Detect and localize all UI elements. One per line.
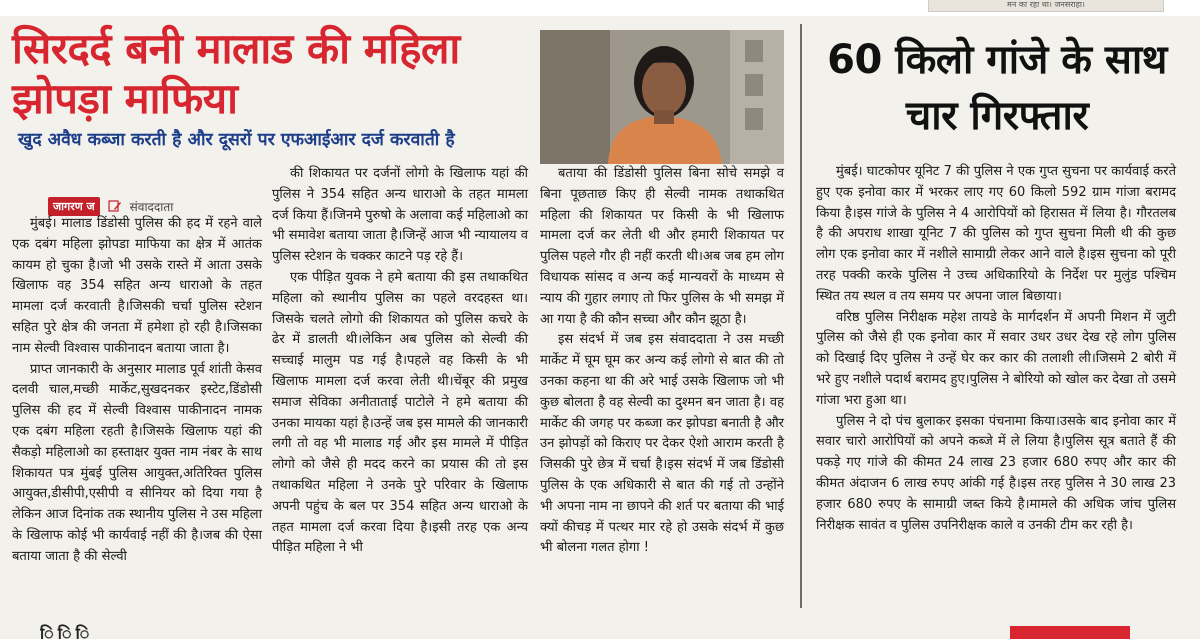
paragraph: बताया की डिंडोसी पुलिस बिना सोचे समझे व बिना पूछताछ किए ही सेल्वी नामक तथाकथित महिला की शिकायत पर किसी के भी खिलाफ मामला दर्ज कर लेती थी और हमारी शिकायत पर पुलिस पहले गौर ही नहीं करती थी।अब जब हम लोग विधायक सांसद व अन्य कई मान्यवरों के माध्यम से न्याय की गुहार लगाए तो फिर पुलिस के भी समझ में आ गया है की कौन सच्चा और कौन झूठा है। bbox=[540, 166, 784, 327]
headline-slum-mafia: सिरदर्द बनी मालाड की महिला झोपड़ा माफिया bbox=[12, 24, 460, 123]
paragraph: पुलिस ने दो पंच बुलाकर इसका पंचनामा किया।उसके बाद इनोवा कार में सवार चारो आरोपियों को अपने कब्जे में ले लिया है।पुलिस सूत्र बताते हैं की पकड़े गए गांजे की कीमत 24 लाख 23 हजार 680 रुपए और कार की कीमत अंदाजन 6 लाख रुपए आंकी गई है।इस तरह पुलिस ने 30 लाख 23 हजार 680 रुपए के सामाग्री जब्त किये है।मामले की अधिक जांच पुलिस निरीक्षक सावंत व पुलिस उपनिरीक्षक काले व उनकी टीम कर रही है। bbox=[816, 413, 1176, 533]
paragraph: एक पीड़ित युवक ने हमे बताया की इस तथाकथित महिला को स्थानीय पुलिस का पहले वरदहस्त था।जिसके चलते लोगो की शिकायत को पुलिस कचरे के ढेर में डालती थी।लेकिन अब पुलिस को सेल्वी की सच्चाई मालुम पड गई है।पहले वह किसी के भी खिलाफ मामला दर्ज करवा लेती थी।चेंबूर की प्रमुख समाज सेविका अनीताताई पाटोले ने हमे बताया की उनका मायका यहां है।उन्हें जब इस मामले की जानकारी लगी तो वह भी मालाड गई और इस मामले में पीड़ित लोगो को जैसे ही मदद करने का प्रयास की तो इस तथाकथित महिला ने उनके पुरे परिवार के खिलाफ अपनी पहुंच के बल पर 354 सहित अन्य धाराओ के तहत मामला दर्ज करवा दिया है।इसी तरह एक अन्य पीड़ित महिला ने भी bbox=[272, 269, 528, 556]
story-slum-mafia bbox=[0, 16, 790, 616]
paragraph: प्राप्त जानकारी के अनुसार मालाड पूर्व शांती केसव दलवी चाल,मच्छी मार्केट,सुखदनकर इस्टेट,डिंडोसी पुलिस की हद में सेल्वी विश्वास पाकीनादन नामक एक दबंग महिला रहती है।जिसके खिलाफ यहां की सैकड़ो महिलाओ का हस्ताक्षर युक्त नाम नंबर के साथ शिकायत पत्र मुंबई पुलिस आयुक्त,अतिरिक्त पुलिस आयुक्त,डीसीपी,एसीपी व सीनियर को दिया गया है लेकिन आज दिनांक तक स्थानीय पुलिस ने उस महिला के खिलाफ कोई भी कार्यवाई नहीं की है।जब की ऐसा बताया जाता है की सेल्वी bbox=[12, 361, 262, 564]
story-ganja-arrest bbox=[806, 16, 1186, 616]
headline-ganja-arrest: 60 किलो गांजे के साथ चार गिरफ्तार bbox=[827, 37, 1167, 139]
paragraph: वरिष्ठ पुलिस निरीक्षक महेश तायडे के मार्गदर्शन में अपनी मिशन में जुटी पुलिस को जैसे ही एक इनोवा कार में सवार उधर उधर देख रहे लोग पुलिस को दिखाई दिए पुलिस ने उन्हें घेर कर कार की तलाशी ली।जिसमे 2 बोरी में भरे हुए नशीले पदार्थ बरामद हुए।पुलिस ने बोरियो को खोल कर देखा तो उसमे गांजा भरा हुआ था। bbox=[816, 309, 1176, 408]
paragraph: की शिकायत पर दर्जनों लोगो के खिलाफ यहां की पुलिस ने 354 सहित अन्य धाराओ के तहत मामला दर्ज किया हैं।जिनमे पुरुषो के अलावा कई महिलाओ का भी समावेश बताया जाता है।जिन्हें आज भी न्यायालय व पुलिस स्टेशन के चक्कर काटने पड़ रहे हैं। bbox=[272, 166, 528, 265]
story1-column-2 bbox=[272, 164, 528, 559]
column-divider bbox=[800, 24, 802, 608]
byline-brand: जागरण ज bbox=[48, 197, 100, 216]
paragraph: मुंबई। घाटकोपर यूनिट 7 की पुलिस ने एक गुप्त सुचना पर कार्यवाई करते हुए एक इनोवा कार में भरकर लाए गए 60 किलो 592 ग्राम गांजा बरामद किया है।इस गांजे के पुलिस ने 4 आरोपियों को हिरासत में लिया है। गौरतलब है की अपराध शाखा यूनिट 7 की पुलिस को गुप्त सुचना मिली थी की कुछ लोग एक इनोवा कार में नशीले सामाग्री लेकर आने वाले है।इस सुचना को पूरी तरह पक्की करके पुलिस ने उच्च अधिकारियो के निर्देश पर मुलुंड पश्चिम स्थित तय स्थल व तय समय पर अपना जाल बिछाया। bbox=[816, 164, 1176, 304]
bottom-red-banner bbox=[1010, 626, 1130, 639]
byline bbox=[48, 196, 173, 216]
paragraph: मुंबई। मालाड डिंडोसी पुलिस की हद में रहने वाले एक दबंग महिला झोपडा माफिया का क्षेत्र में आतंक कायम हो चुका है।जो भी उसके रास्ते में आता उसके खिलाफ वह 354 सहित अन्य धाराओ के तहत मामला दर्ज करवाती है।जिसकी चर्चा पुलिस स्टेशन सहित पुरे क्षेत्र की जनता में हमेशा हो रही है।जिसका नाम सेल्वी विश्वास पाकीनादन बताया जाता है। bbox=[12, 216, 262, 356]
byline-reporter: संवाददाता bbox=[129, 199, 174, 214]
story1-column-3 bbox=[540, 164, 784, 559]
woman-photo bbox=[540, 30, 784, 164]
pen-icon bbox=[108, 199, 122, 213]
subheadline-slum-mafia: खुद अवैध कब्जा करती है और दूसरों पर एफआईआर दर्ज करवाती है bbox=[18, 130, 455, 150]
bottom-clipped-headline: ि ि ि bbox=[40, 624, 90, 639]
top-clipped-box: मन का रहा था। जनसराहा। bbox=[928, 0, 1164, 12]
paragraph: इस संदर्भ में जब इस संवाददाता ने उस मच्छी मार्केट में घूम घूम कर अन्य कई लोगो से बात की तो उनका कहना था की अरे भाई उसके खिलाफ जो भी कुछ बोलता है वह सेल्वी का दुश्मन बन जाता है। वह मार्केट की जगह पर कब्जा कर झोपडा बनाती है और उन झोपड़ों को किराए पर देकर ऐशो आराम करती है जिसकी पुरे छेत्र में चर्चा है।इस संदर्भ में जब डिंडोसी पुलिस के एक अधिकारी से बात की गई तो उन्होंने भी अपना नाम ना छापने की शर्त पर बताया की भाई क्यों कीचड़ में पत्थर मार रहे हो उसके संदर्भ में कुछ भी बोलना गलत होगा ! bbox=[540, 332, 784, 556]
story2-body bbox=[816, 162, 1176, 536]
story1-column-1 bbox=[12, 214, 262, 568]
